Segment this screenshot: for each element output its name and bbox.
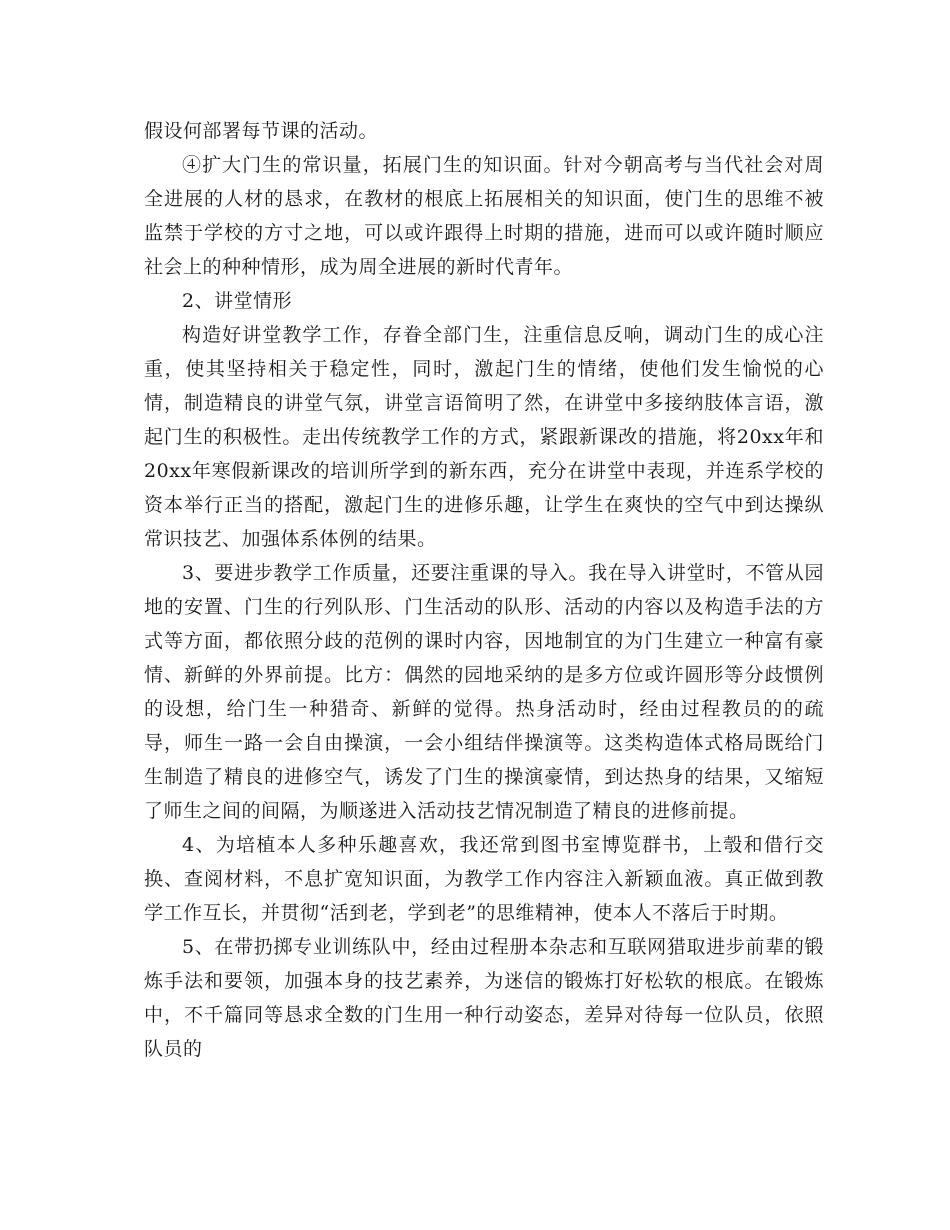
section-heading-classroom: 2、讲堂情形 [182,290,293,312]
paragraph-training-team: 5、在带扔掷专业训练队中，经由过程册本杂志和互联网猎取进步前辈的锻炼手法和要领，加强本身的技艺素养，为迷信的锻炼打好松软的根底。在锻炼中，不千篇同等恳求全数的门生用一种行动姿态，差异对待每一位队员，依照队员的 [144,936,824,1060]
document-body [144,114,824,1066]
paragraph-broaden-knowledge: ④扩大门生的常识量，拓展门生的知识面。针对今朝高考与当代社会对周全进展的人材的恳求，在教材的根底上拓展相关的知识面，使门生的思维不被监禁于学校的方寸之地，可以或许跟得上时期的措施，进而可以或许随时顺应社会上的种种情形，成为周全进展的新时代青年。 [144,154,824,278]
paragraph-self-study: 4、为培植本人多种乐趣喜欢，我还常到图书室博览群书，上彀和借行交换、查阅材料，不息扩宽知识面，为教学工作内容注入新颖血液。真正做到教学工作互长，并贯彻“活到老，学到老”的思维精神，使本人不落后于时期。 [144,834,824,924]
paragraph-continuation: 假设何部署每节课的活动。 [144,120,379,142]
paragraph-lesson-introduction: 3、要进步教学工作质量，还要注重课的导入。我在导入讲堂时，不管从园地的安置、门生的行列队形、门生活动的队形、活动的内容以及构造手法的方式等方面，都依照分歧的范例的课时内容，因地制宜的为门生建立一种富有豪情、新鲜的外界前提。比方：偶然的园地采纳的是多方位或许圆形等分歧惯例的设想，给门生一种猎奇、新鲜的觉得。热身活动时，经由过程教员的的疏导，师生一路一会自由操演，一会小组结伴操演等。这类构造体式格局既给门生制造了精良的进修空气，诱发了门生的操演豪情，到达热身的结果，又缩短了师生之间的间隔，为顺遂进入活动技艺情况制造了精良的进修前提。 [144,562,824,822]
paragraph-classroom-organization: 构造好讲堂教学工作，存眷全部门生，注重信息反响，调动门生的成心注重，使其坚持相关于稳定性，同时，激起门生的情绪，使他们发生愉悦的心情，制造精良的讲堂气氛，讲堂言语简明了然，在讲堂中多接纳肢体言语，激起门生的积极性。走出传统教学工作的方式，紧跟新课改的措施，将20xx年和20xx年寒假新课改的培训所学到的新东西，充分在讲堂中表现，并连系学校的资本举行正当的搭配，激起门生的进修乐趣，让学生在爽快的空气中到达操纵常识技艺、加强体系体例的结果。 [144,324,824,550]
